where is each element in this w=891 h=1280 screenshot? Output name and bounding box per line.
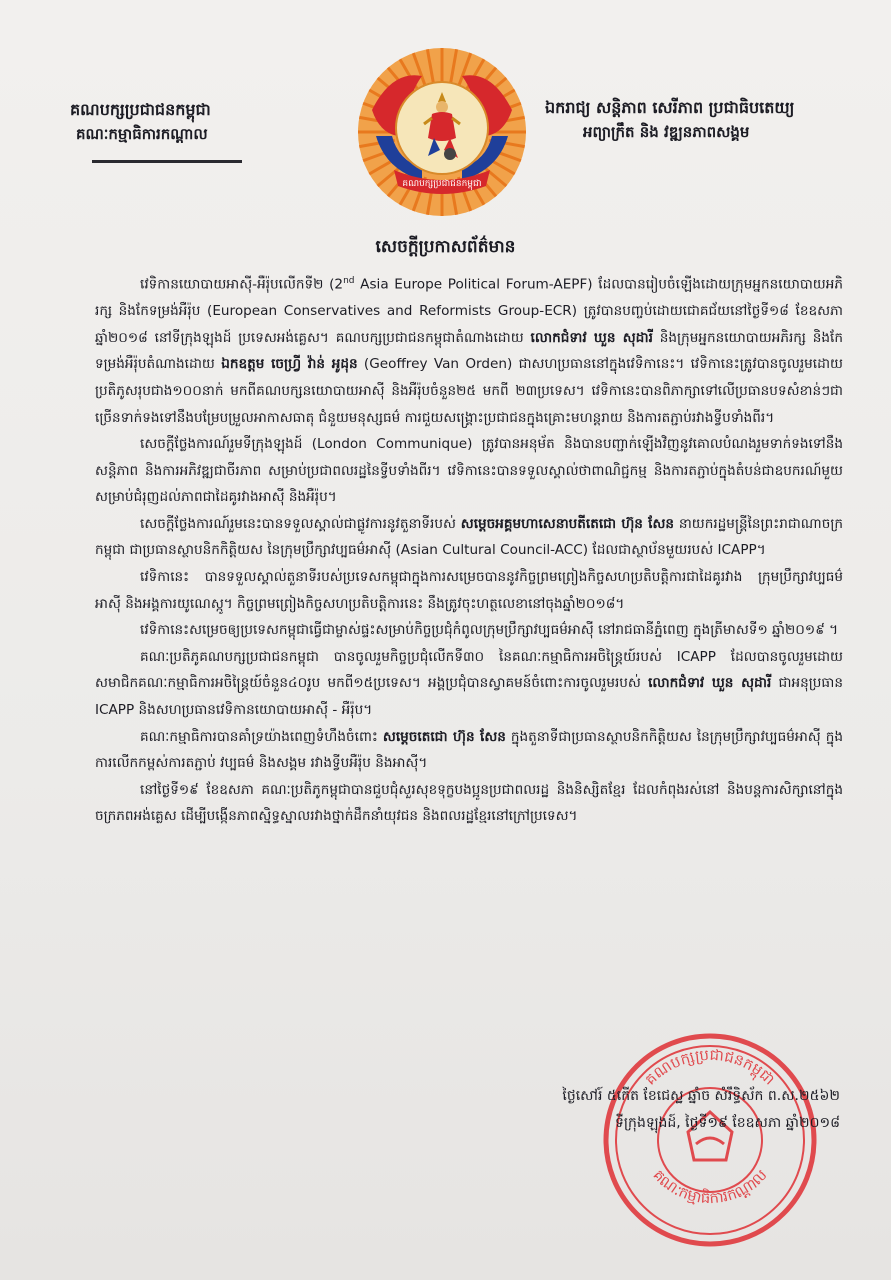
party-name: គណបក្សប្រជាជនកម្ពុជា <box>70 100 211 119</box>
header-left <box>70 98 310 146</box>
svg-text:គណៈកម្មាធិការកណ្តាល <box>649 1166 770 1207</box>
body-paragraph <box>95 564 843 617</box>
body-paragraph <box>95 511 843 564</box>
paragraph-text: ជាអនុប្រធាន ICAPP និងសហប្រធានវេទិកានយោបាយអាស៊ី - អឺរ៉ុប។ <box>95 675 843 719</box>
bold-name-text: សម្តេចអគ្គមហាសេនាបតីតេជោ ហ៊ុន សែន <box>460 515 675 532</box>
document-title: សេចក្តីប្រកាសព័ត៌មាន <box>375 237 516 257</box>
body-paragraph <box>95 268 843 431</box>
body-paragraph <box>95 617 843 644</box>
header-right <box>545 96 845 144</box>
stamp-text-bottom: គណៈកម្មាធិការកណ្តាល <box>649 1165 771 1208</box>
paragraph-text: នៅថ្ងៃទី១៩ ខែឧសភា គណៈប្រតិភូកម្ពុជាបានជួបជុំសួរសុខទុក្ខបងប្អូនប្រជាពលរដ្ឋ និងនិស្សិតខ្មែរ ដែលកំពុងរស់នៅ និងបន្តការសិក្សានៅក្នុងចក្រភពអង់គ្លេស ដើម្បីបង្កើនភាពស្និទ្ធស្នាលរវាងថ្នាក់ដឹកនាំយុវជន និងពលរដ្ឋខ្មែរនៅក្រៅប្រទេស។ <box>95 781 843 825</box>
document-body <box>95 268 843 830</box>
paragraph-text: វេទិកានេះសម្រេចឲ្យប្រទេសកម្ពុជាធ្វើជាម្ចាស់ផ្ទះសម្រាប់កិច្ចប្រជុំកំពូលក្រុមប្រឹក្សាវប្បធម៌អាស៊ី នៅរាជធានីភ្នំពេញ ក្នុងត្រីមាសទី១ ឆ្នាំ២០១៩ ។ <box>140 622 839 639</box>
body-paragraph <box>95 724 843 777</box>
paragraph-text: សេចក្តីថ្លែងការណ៍រួមនេះបានទទួលស្គាល់ជាផ្លូវការនូវតួនាទីរបស់ <box>140 515 461 532</box>
paragraph-text: គណៈកម្មាធិការបានគាំទ្រយ៉ាងពេញទំហឹងចំពោះ <box>140 728 383 745</box>
body-paragraph <box>95 644 843 724</box>
signature-block <box>440 1083 840 1137</box>
national-motto-line1: ឯករាជ្យ សន្តិភាព សេរីភាព ប្រជាធិបតេយ្យ <box>545 98 795 117</box>
bold-name-text: ឯកឧត្តម ចេហ្វ្រី វ៉ាន់ អូដុន <box>221 356 358 373</box>
paragraph-text: nd <box>343 276 355 286</box>
header-underline <box>92 160 242 163</box>
paragraph-text: គណៈប្រតិភូគណបក្សប្រជាជនកម្ពុជា បានចូលរួមកិច្ចប្រជុំលើកទី៣០ នៃគណៈកម្មាធិការអចិន្ត្រៃយ៍របស់ ICAPP ដែលបានចូលរួមដោយសមាជិកគណៈកម្មាធិការអចិន្ត្រៃយ៍ចំនួន៤០រូប មកពី១៥ប្រទេស។ អង្គប្រជុំបានស្វាគមន៍ចំពោះការចូលរួមរបស់ <box>95 648 843 692</box>
bold-name-text: លោកជំទាវ ឃួន សុដារី <box>530 329 653 346</box>
paragraph-text: វេទិកានយោបាយអាស៊ី-អឺរ៉ុបលើកទី២ (2 <box>140 276 344 293</box>
body-paragraph <box>95 431 843 511</box>
paragraph-text: និងក្រុមអ្នកនយោបាយអភិរក្ស និងកែទម្រង់អឺរ៉ុបតំណាងដោយ <box>95 329 843 373</box>
paragraph-text: នាយករដ្ឋមន្ត្រីនៃព្រះរាជាណាចក្រកម្ពុជា ជាប្រធានស្ថាបនិកកិត្តិយស នៃក្រុមប្រឹក្សាវប្បធម៌អាស៊ី (Asian Cultural Council-ACC) ដែលជាស្ថាប័នមួយរបស់ ICAPP។ <box>95 515 843 559</box>
official-seal-stamp <box>590 1020 830 1260</box>
paragraph-text: វេទិកានេះ បានទទួលស្គាល់តួនាទីរបស់ប្រទេសកម្ពុជាក្នុងការសម្រេចបាននូវកិច្ចព្រមព្រៀងកិច្ចសហប្រតិបត្តិការជាដៃគូរវាង ក្រុមប្រឹក្សាវប្បធម៌អាស៊ី និងអង្គការយូណេស្កូ។ កិច្ចព្រមព្រៀងកិច្ចសហប្រតិបត្តិការនេះ នឹងត្រូវចុះហត្ថលេខានៅចុងឆ្នាំ២០១៨។ <box>95 569 843 612</box>
bold-name-text: លោកជំទាវ ឃួន សុដារី <box>648 675 772 692</box>
bold-name-text: សម្តេចតេជោ ហ៊ុន សែន <box>382 728 506 745</box>
paragraph-text: (Geoffrey Van Orden) ជាសហប្រធាននៅក្នុងវេទិកានេះ។ វេទិកានេះត្រូវបានចូលរួមដោយប្រតិភូសរុបជាង១០០នាក់ មកពីគណបក្សនយោបាយអាស៊ី និងអឺរ៉ុបចំនួន២៥ មកពី ២៣ប្រទេស។ វេទិកានេះបានពិភាក្សាទៅលើប្រធានបទសំខាន់ៗជាច្រើនទាក់ទងទៅនឹងបម្រែបម្រួលអាកាសធាតុ ជំនួយមនុស្សធម៌ ការជួយសង្គ្រោះប្រជាជនក្នុងគ្រោះមហន្តរាយ និងការតភ្ជាប់រវាងទ្វីបទាំងពីរ។ <box>95 356 843 426</box>
paragraph-text: Asia Europe Political Forum-AEPF) ដែលបានរៀបចំឡើងដោយក្រុមអ្នកនយោបាយអភិរក្ស និងកែទម្រង់អឺរ៉ុប (European Conservatives and Reformists Group-ECR) ត្រូវបានបញ្ចប់ដោយជោគជ័យនៅថ្ងៃទី១៨ ខែឧសភា ឆ្នាំ២០១៨ នៅទីក្រុងឡុងដ៍ ប្រទេសអង់គ្លេស។ គណបក្សប្រជាជនកម្ពុជាតំណាងដោយ <box>95 276 844 346</box>
national-motto-line2: អព្យាក្រឹត និង វឌ្ឍនភាពសង្គម <box>583 123 750 141</box>
stamp-text-top: គណបក្សប្រជាជនកម្ពុជា <box>641 1045 779 1089</box>
party-emblem-logo <box>352 40 532 220</box>
paragraph-text: ក្នុងតួនាទីជាប្រធានស្ថាបនិកកិត្តិយស នៃក្រុមប្រឹក្សាវប្បធម៌អាស៊ី ក្នុងការលើកកម្ពស់ការតភ្ជាប់ វប្បធម៌ និងសង្គម រវាងទ្វីបអឺរ៉ុប និងអាស៊ី។ <box>95 728 843 772</box>
lunar-date-line: ថ្ងៃសៅរ៍ ៥កើត ខែជេស្ឋ ឆ្នាំច សំរឹទ្ធិស័ក ព.ស.២៥៦២ <box>562 1088 840 1104</box>
emblem-banner-text: គណបក្សប្រជាជនកម្ពុជា <box>402 179 482 189</box>
place-date-line: ទីក្រុងឡុងដ៍, ថ្ងៃទី១៩ ខែឧសភា ឆ្នាំ២០១៨ <box>615 1115 840 1131</box>
paragraph-text: សេចក្តីថ្លែងការណ៍រួមទីក្រុងឡុងដ៍ (London Communique) ត្រូវបានអនុម័ត និងបានបញ្ជាក់ឡើងវិញនូវគោលបំណងរួមទាក់ទងទៅនឹងសន្តិភាព និងការអភិវឌ្ឍជាចីរភាព សម្រាប់ប្រជាពលរដ្ឋនៃទ្វីបទាំងពីរ។ វេទិកានេះបានទទួលស្គាល់ថាពាណិជ្ជកម្ម និងការតភ្ជាប់ក្នុងតំបន់ជាឧបករណ៍មួយសម្រាប់ជំរុញដល់ភាពជាដៃគូរវាងអាស៊ី និងអឺរ៉ុប។ <box>95 436 843 506</box>
body-paragraph <box>95 777 843 830</box>
committee-name: គណៈកម្មាធិការកណ្តាល <box>76 125 208 143</box>
